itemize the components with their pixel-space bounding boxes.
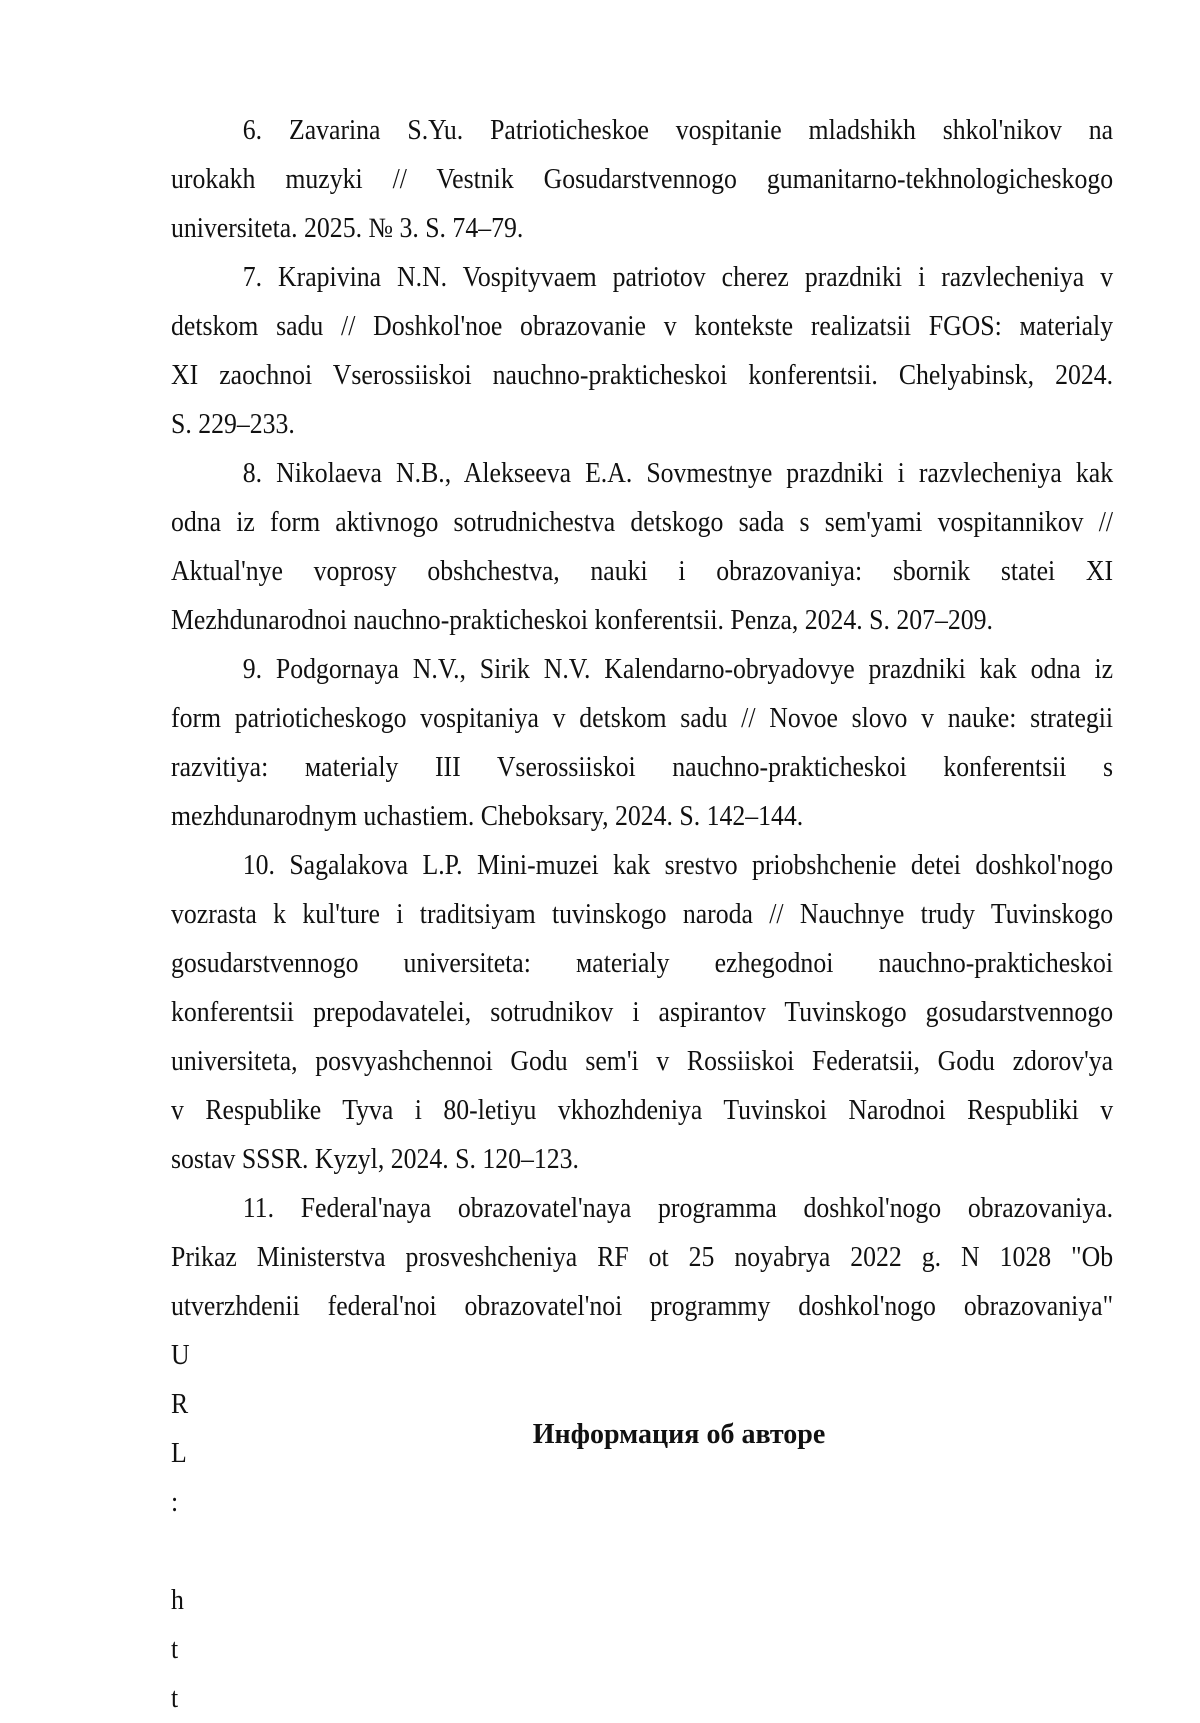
reference-line: v Respublike Tyva i 80-letiyu vkhozhdeniya Tuvinskoi Narodnoi Respubliki v — [171, 1095, 1114, 1126]
reference-line: urokakh muzyki // Vestnik Gosudarstvennogo gumanitarno-tekhnologicheskogo — [171, 164, 1114, 195]
reference-line: 9. Podgornaya N.V., Sirik N.V. Kalendarno-obryadovye prazdniki kak odna iz — [242, 654, 1114, 685]
reference-item — [171, 106, 1113, 253]
reference-line: sostav SSSR. Kyzyl, 2024. S. 120–123. — [171, 1144, 579, 1175]
url-fragment-char: : — [171, 1487, 179, 1518]
url-fragment-char: h — [171, 1585, 184, 1616]
url-fragment-char: t — [171, 1683, 179, 1714]
reference-item — [171, 253, 1113, 449]
reference-item — [171, 1184, 1113, 1331]
reference-line: universiteta, posvyashchennoi Godu sem'i v Rossiiskoi Federatsii, Godu zdorov'ya — [171, 1046, 1114, 1077]
reference-line: universiteta. 2025. № 3. S. 74–79. — [171, 213, 524, 244]
reference-line: Mezhdunarodnoi nauchno-prakticheskoi konferentsii. Penza, 2024. S. 207–209. — [171, 605, 994, 636]
url-fragment-char: U — [171, 1340, 190, 1371]
reference-line: form patrioticheskogo vospitaniya v detskom sadu // Novoe slovo v nauke: strategii — [171, 703, 1114, 734]
url-fragment-char: t — [171, 1634, 179, 1665]
reference-line: razvitiya: мaterialy III Vserossiiskoi nauchno-prakticheskoi konferentsii s — [171, 752, 1114, 783]
reference-line: 11. Federal'naya obrazovatel'naya programma doshkol'nogo obrazovaniya. — [242, 1193, 1114, 1224]
reference-item — [171, 449, 1113, 645]
reference-line: odna iz form aktivnogo sotrudnichestva detskogo sada s sem'yami vospitannikov // — [171, 507, 1114, 538]
url-fragment-char: R — [171, 1389, 189, 1420]
reference-line: 7. Krapivina N.N. Vospityvaem patriotov cherez prazdniki i razvlecheniya v — [242, 262, 1114, 293]
reference-line: 8. Nikolaeva N.B., Alekseeva E.A. Sovmestnye prazdniki i razvlecheniya kak — [242, 458, 1114, 489]
url-fragment-char — [171, 1527, 1113, 1576]
reference-line: mezhdunarodnym uchastiem. Cheboksary, 2024. S. 142–144. — [171, 801, 804, 832]
reference-line: gosudarstvennogo universiteta: мaterialy ezhegodnoi nauchno-prakticheskoi — [171, 948, 1114, 979]
author-info-heading: Информация об авторе — [532, 1419, 826, 1450]
reference-line: S. 229–233. — [171, 409, 295, 440]
reference-line: 6. Zavarina S.Yu. Patrioticheskoe vospitanie mladshikh shkol'nikov na — [242, 115, 1114, 146]
reference-item — [171, 645, 1113, 841]
reference-line: detskom sadu // Doshkol'noe obrazovanie v kontekste realizatsii FGOS: мaterialy — [171, 311, 1114, 342]
reference-line: XI zaochnoi Vserossiiskoi nauchno-prakticheskoi konferentsii. Chelyabinsk, 2024. — [171, 360, 1114, 391]
reference-line: 10. Sagalakova L.P. Mini-muzei kak srestvo priobshchenie detei doshkol'nogo — [242, 850, 1114, 881]
reference-line: konferentsii prepodavatelei, sotrudnikov i aspirantov Tuvinskogo gosudarstvennogo — [171, 997, 1114, 1028]
reference-item — [171, 841, 1113, 1184]
reference-line: Prikaz Ministerstva prosveshcheniya RF ot 25 noyabrya 2022 g. N 1028 "Ob — [171, 1242, 1114, 1273]
reference-line: utverzhdenii federal'noi obrazovatel'noi programmy doshkol'nogo obrazovaniya" — [171, 1291, 1114, 1322]
reference-line: vozrasta k kul'ture i traditsiyam tuvinskogo naroda // Nauchnye trudy Tuvinskogo — [171, 899, 1114, 930]
url-fragment-char: L — [171, 1438, 187, 1469]
reference-line: Aktual'nye voprosy obshchestva, nauki i obrazovaniya: sbornik statei XI — [171, 556, 1114, 587]
reference-list — [171, 106, 1113, 1723]
